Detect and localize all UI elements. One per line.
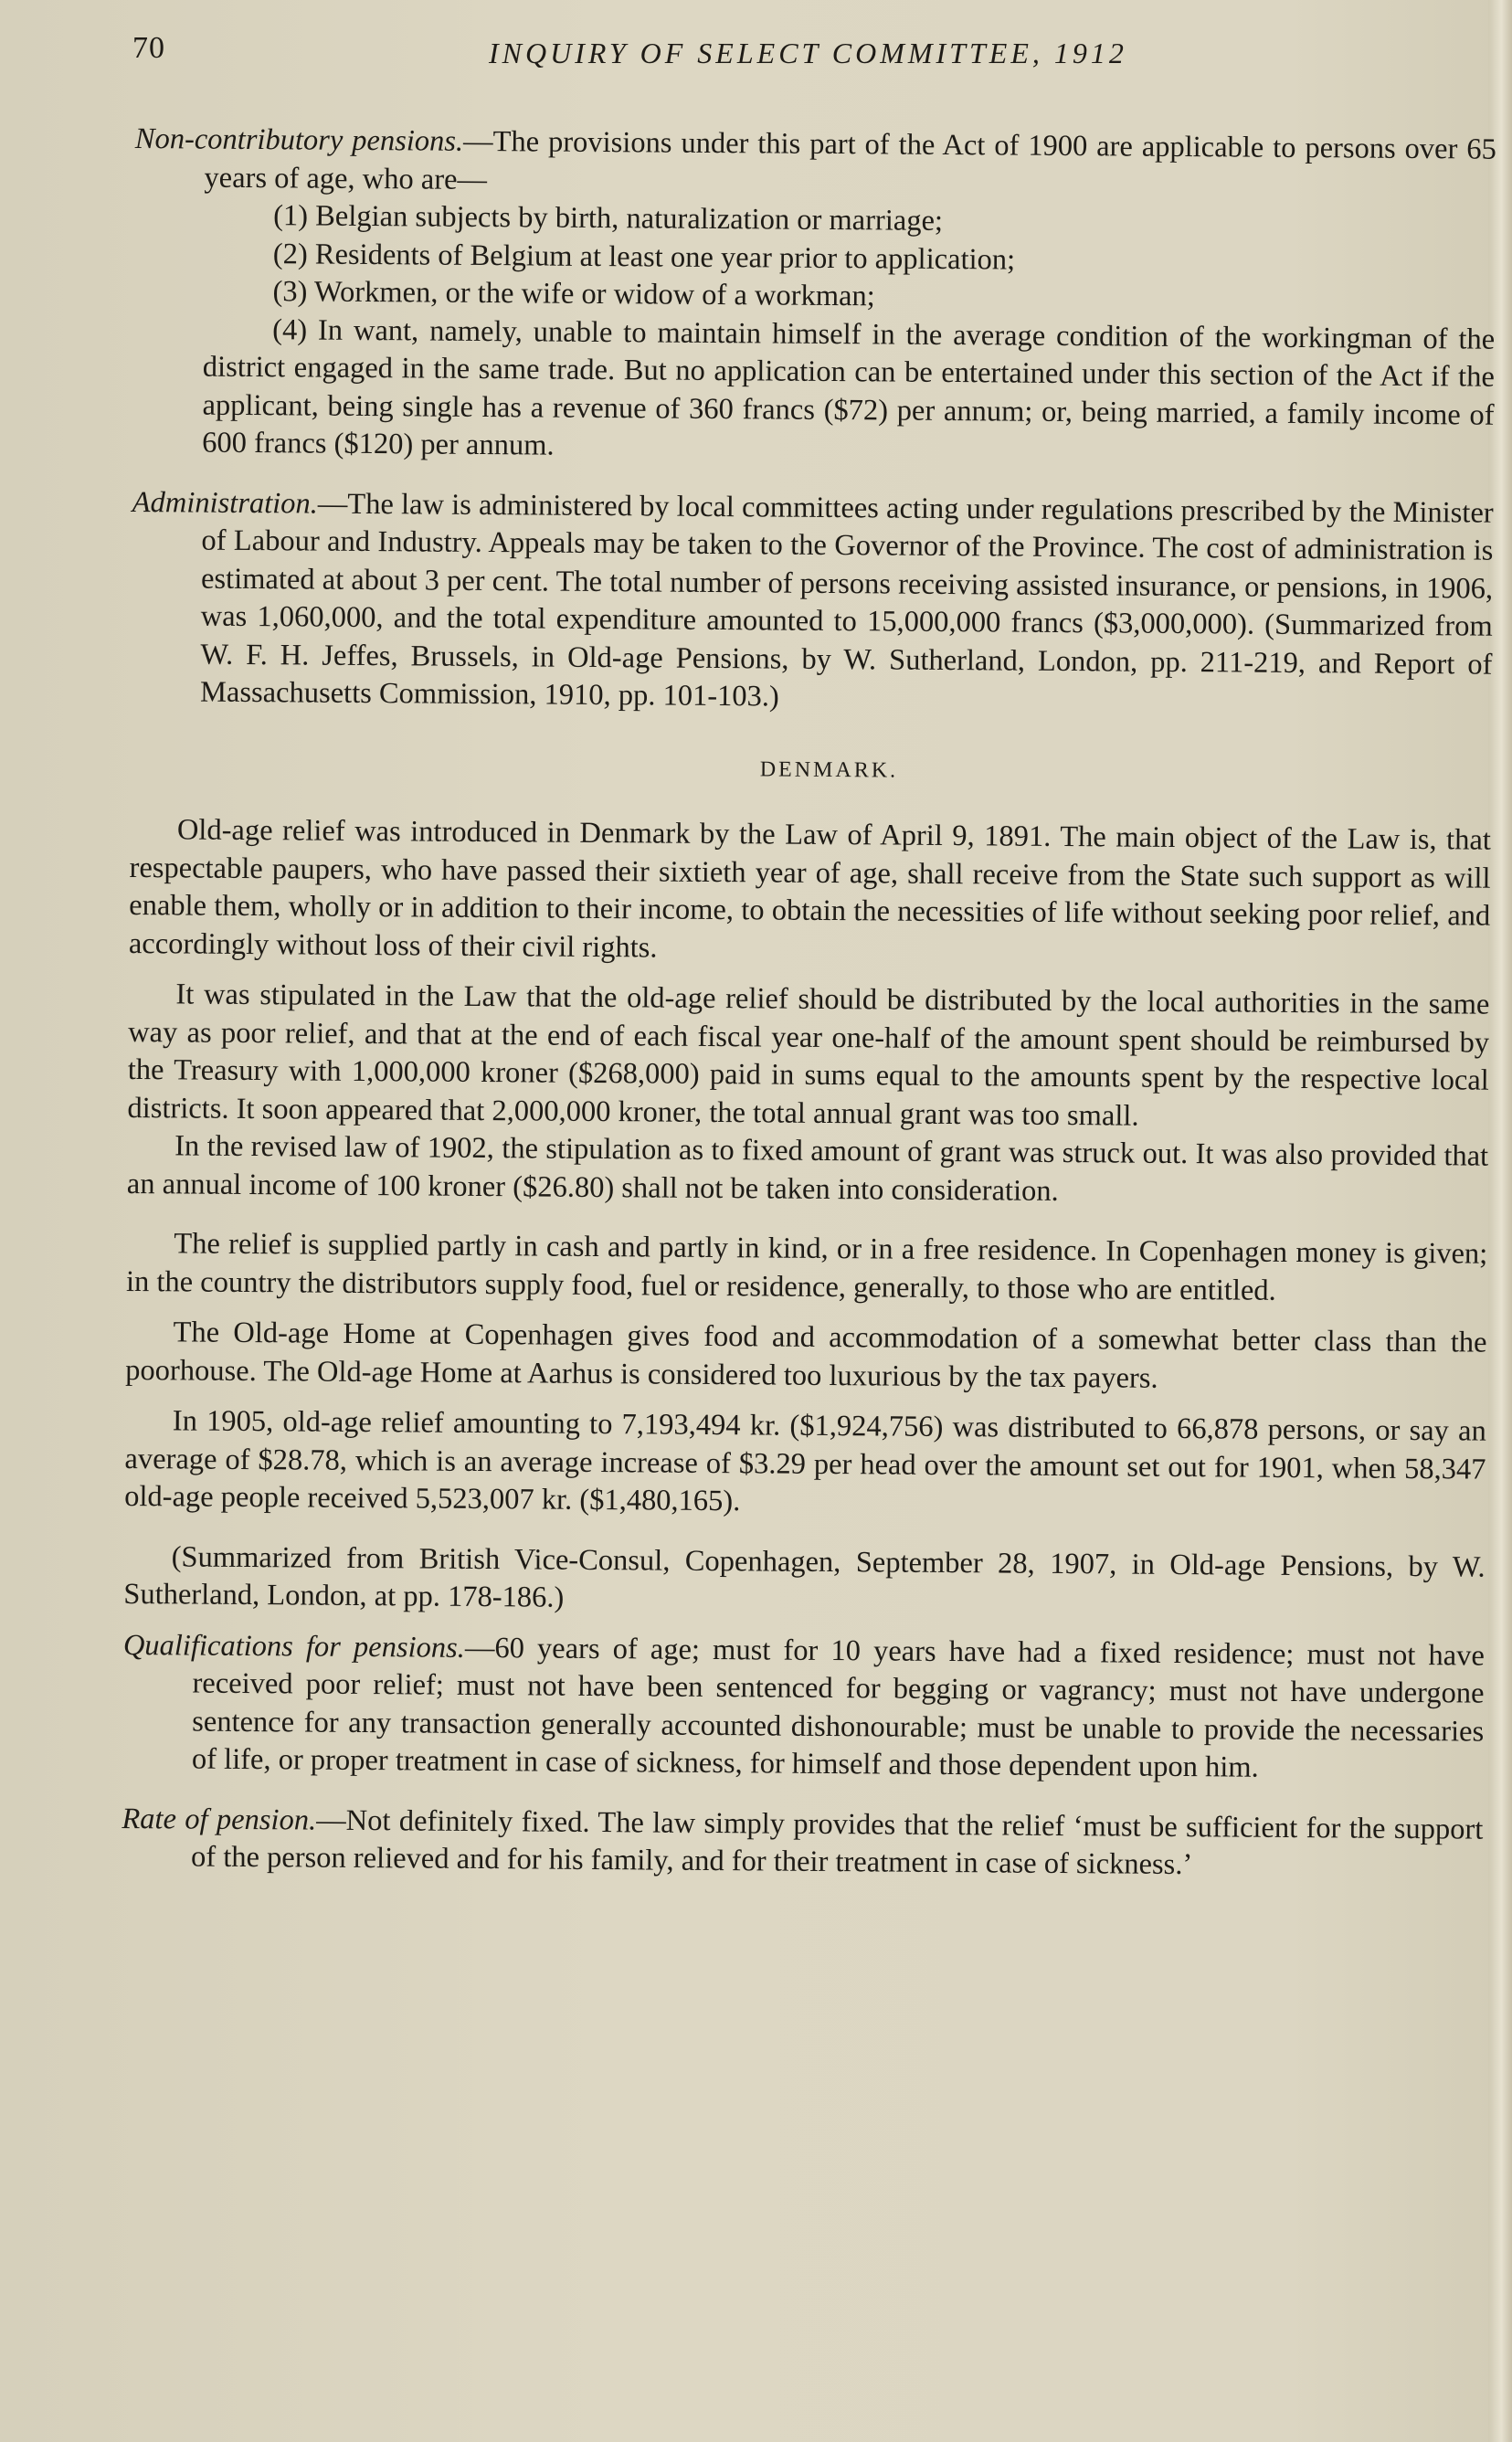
section-heading-denmark: DENMARK. [759, 756, 899, 783]
noncontributory-lead: Non-contributory pensions. [134, 122, 464, 158]
administration-text: —The law is administered by local committees acting under regulations prescribed by the Minister of Labour and Industry. Appeals may be taken to the Governor of the Province. The cost of administration is estimated at about 3 per cent. The total number of persons receiving assisted insurance, or pensions, in 1906, was 1,060,000, and the total expenditure amounted to 15,000,000 francs ($3,000,000). (Summarized from W. F. H. Jeffes, Brussels, in Old-age Pensions, by W. Sutherland, London, pp. 211-219, and Report of Massachusetts Commission, 1910, pp. 101-103.) [199, 487, 1494, 714]
eligibility-item-4: (4) In want, namely, unable to maintain himself in the average condition of the workingman of the district engaged in the same trade. But no application can be entertained under this section of the Act if the applicant, being single has a revenue of 360 francs ($72) per annum; or, being married, a family income of 600 francs ($120) per annum. [202, 312, 1496, 462]
administration-paragraph [131, 483, 1494, 722]
denmark-paragraph-6: In 1905, old-age relief amounting to 7,193,494 kr. ($1,924,756) was distributed to 66,878 persons, or say an average of $28.78, which is an average increase of $3.29 per head over the amount set out for 1901, when 58,347 old-age people received 5,523,007 kr. ($1,480,165). [124, 1404, 1486, 1518]
denmark-paragraph-2: It was stipulated in the Law that the old-age relief should be distributed by the local authorities in the same way as poor relief, and that at the end of each fiscal year one-half of the amount spent should be reimbursed by the Treasury with 1,000,000 kroner ($268,000) paid in sums equal to the amounts spent by the respective local districts. It soon appeared that 2,000,000 kroner, the total annual grant was too small. [127, 978, 1490, 1133]
noncontributory-paragraph [134, 121, 1496, 207]
denmark-paragraph-3: In the revised law of 1902, the stipulation as to fixed amount of grant was struck out. It was also provided that an annual income of 100 kroner ($26.80) shall not be taken into consideration. [126, 1129, 1489, 1208]
running-head: INQUIRY OF SELECT COMMITTEE, 1912 [489, 37, 1127, 69]
qualifications-paragraph [122, 1626, 1485, 1789]
rate-of-pension-lead: Rate of pension. [122, 1802, 317, 1837]
rate-of-pension-text: —Not definitely fixed. The law simply provides that the relief ‘must be sufficient for the support of the person relieved and for his family, and for their treatment in case of sickness.’ [190, 1803, 1484, 1882]
page-body [122, 121, 1496, 1887]
denmark-paragraph-4: The relief is supplied partly in cash and partly in kind, or in a free residence. In Copenhagen money is given; in the country the distributors supply food, fuel or residence, generally, to those who are entitled. [125, 1227, 1488, 1307]
eligibility-item-2: (2) Residents of Belgium at least one year prior to application; [272, 237, 1016, 277]
page-number: 70 [132, 31, 165, 65]
denmark-paragraph-5: The Old-age Home at Copenhagen gives food and accommodation of a somewhat better class than the poorhouse. The Old-age Home at Aarhus is considered too luxurious by the tax payers. [125, 1316, 1487, 1395]
denmark-source-note: (Summarized from British Vice-Consul, Copenhagen, September 28, 1907, in Old-age Pensions, by W. Sutherland, London, at pp. 178-186.) [123, 1539, 1486, 1614]
page-header [132, 31, 1485, 86]
administration-lead: Administration. [132, 485, 319, 521]
denmark-paragraph-1: Old-age relief was introduced in Denmark by the Law of April 9, 1891. The main object of the Law is, that respectable paupers, who have passed their sixtieth year of age, shall receive from the State such support as will enable them, wholly or in addition to their income, to obtain the necessities of life without seeking poor relief, and accordingly without loss of their civil rights. [128, 813, 1492, 965]
noncontributory-text: —The provisions under this part of the Act of 1900 are applicable to persons over 65 years of age, who are— [204, 124, 1496, 196]
rate-of-pension-paragraph [122, 1800, 1484, 1887]
eligibility-item-1: (1) Belgian subjects by birth, naturalization or marriage; [273, 199, 944, 238]
eligibility-item-3: (3) Workmen, or the wife or widow of a workman; [272, 275, 875, 313]
qualifications-lead: Qualifications for pensions. [122, 1628, 466, 1665]
qualifications-text: —60 years of age; must for 10 years have had a fixed residence; must not have received poor relief; must not have been sentenced for begging or vagrancy; must not have undergone sentence for any transaction generally accounted dishonourable; must be unable to provide the necessaries of life, or proper treatment in case of sickness, for himself and those dependent upon him. [191, 1631, 1485, 1784]
